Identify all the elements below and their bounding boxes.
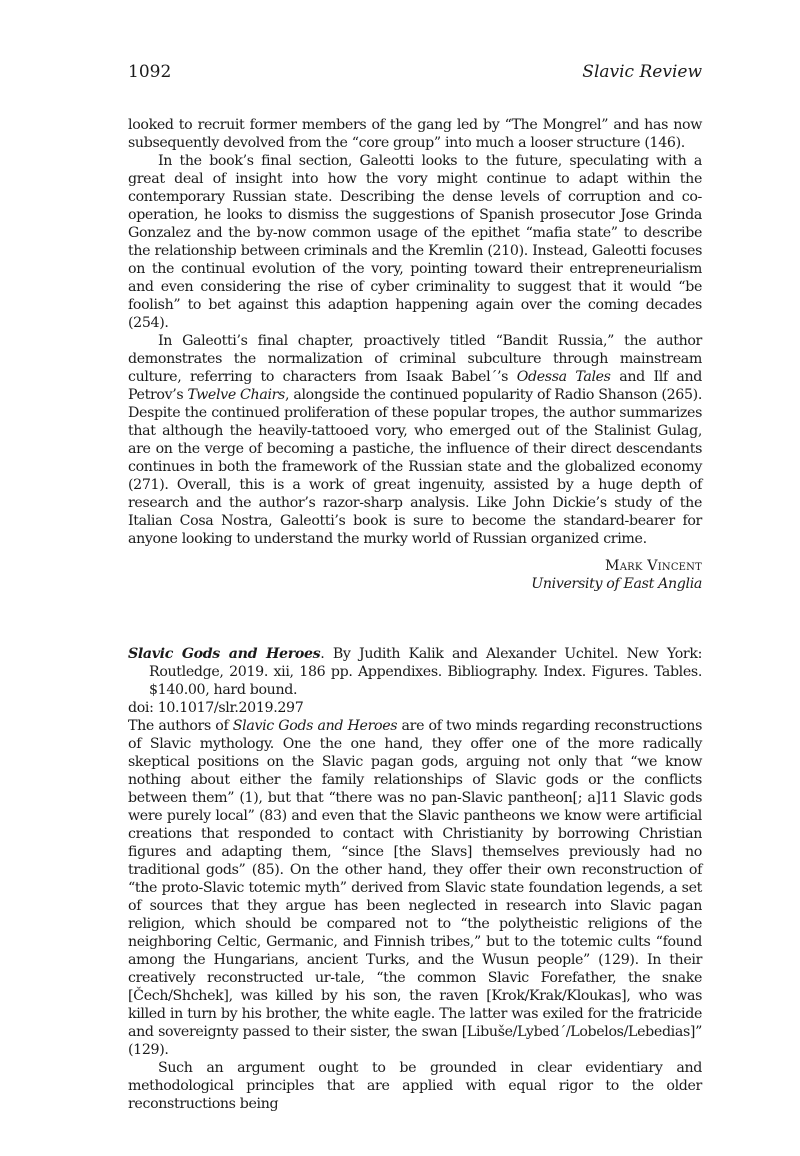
reviewer-name: Mark Vincent [605, 558, 702, 574]
review-paragraph: In the book’s final section, Galeotti looks to the future, speculating with a great deal of insight into how the vory might continue to adapt within the contemporary Russian state. Describing the dense levels of corruption and co-operation, he looks to dismiss the suggestions of Spanish prosecutor Jose Grinda Gonzalez and the by-now common usage of the epithet “mafia state” to describe the relationship between criminals and the Kremlin (210). Instead, Galeotti focuses on the continual evolution of the vory, pointing toward their entrepreneurialism and even considering the rise of cyber criminality to suggest that it would “be foolish” to bet against this adaption happening again over the coming decades (254). [128, 153, 702, 331]
book-citation [128, 645, 702, 699]
page-number: 1092 [128, 62, 172, 82]
paragraph-text: and Ilf and Petrov’s [128, 369, 703, 403]
review-paragraph [128, 332, 702, 548]
cited-work-title: Slavic Gods and Heroes [232, 718, 398, 734]
page-body [128, 116, 702, 1113]
review-continuation: looked to recruit former members of the gang led by “The Mongrel” and has now subsequently devolved from the “core group” into much a looser structure (146). [128, 117, 702, 151]
paragraph-text: The authors of [128, 718, 233, 734]
doi-reference: doi: 10.1017/slr.2019.297 [128, 700, 304, 716]
paragraph-text: In Galeotti’s final chapter, proactively titled “Bandit Russia,” the author demonstrates the normalization of criminal subculture through mainstream culture, referring to characters from Isaak Babel´’s [128, 333, 702, 385]
review-paragraph: Such an argument ought to be grounded in clear evidentiary and methodological principles that are applied with equal rigor to the older reconstructions being [128, 1060, 702, 1112]
reviewer-signature [128, 557, 702, 593]
book-heading [128, 645, 702, 717]
book-citation-details: . By Judith Kalik and Alexander Uchitel. New York: Routledge, 2019. xii, 186 pp. Appendixes. Bibliography. Index. Figures. Tables. $140.00, hard bound. [149, 646, 703, 698]
cited-work-title: Odessa Tales [516, 369, 611, 385]
review-paragraph [128, 717, 702, 1059]
book-title: Slavic Gods and Heroes [128, 646, 321, 662]
journal-title: Slavic Review [582, 62, 702, 82]
paragraph-text: , alongside the continued popularity of Radio Shanson (265). Despite the continued proliferation of these popular tropes, the author summarizes that although the heavily-tattooed vory, who emerged out of the Stalinist Gulag, are on the verge of becoming a pastiche, the influence of their direct descendants continues in both the framework of the Russian state and the globalized economy (271). Overall, this is a work of great ingenuity, assisted by a huge depth of research and the author’s razor-sharp analysis. Like John Dickie’s study of the Italian Cosa Nostra, Galeotti’s book is sure to become the standard-bearer for anyone looking to understand the murky world of Russian organized crime. [128, 387, 702, 547]
running-header [128, 62, 702, 82]
reviewer-affiliation: University of East Anglia [531, 576, 702, 592]
cited-work-title: Twelve Chairs [187, 387, 285, 403]
paragraph-text: are of two minds regarding reconstructions of Slavic mythology. One the one hand, they offer one of the more radically skeptical positions on the Slavic pagan gods, arguing not only that “we know nothing about either the family relationships of Slavic gods or the conflicts between them” (1), but that “there was no pan-Slavic pantheon[; a]11 Slavic gods were purely local” (83) and even that the Slavic pantheons we know were artificial creations that responded to contact with Christianity by borrowing Christian figures and adapting them, “since [the Slavs] themselves previously had no traditional gods” (85). On the other hand, they offer their own reconstruction of “the proto-Slavic totemic myth” derived from Slavic state foundation legends, a set of sources that they argue has been neglected in research into Slavic pagan religion, which should be compared not to “the polytheistic religions of the neighboring Celtic, Germanic, and Finnish tribes,” but to the totemic cults “found among the Hungarians, ancient Turks, and the Wusun people” (129). In their creatively reconstructed ur-tale, “the common Slavic Forefather, the snake [Čech/Shchek], was killed by his son, the raven [Krok/Krak/Kloukas], who was killed in turn by his brother, the white eagle. The latter was exiled for the fratricide and sovereignty passed to their sister, the swan [Libuše/Lybed´/Lobelos/Lebedias]” (129). [128, 718, 702, 1058]
